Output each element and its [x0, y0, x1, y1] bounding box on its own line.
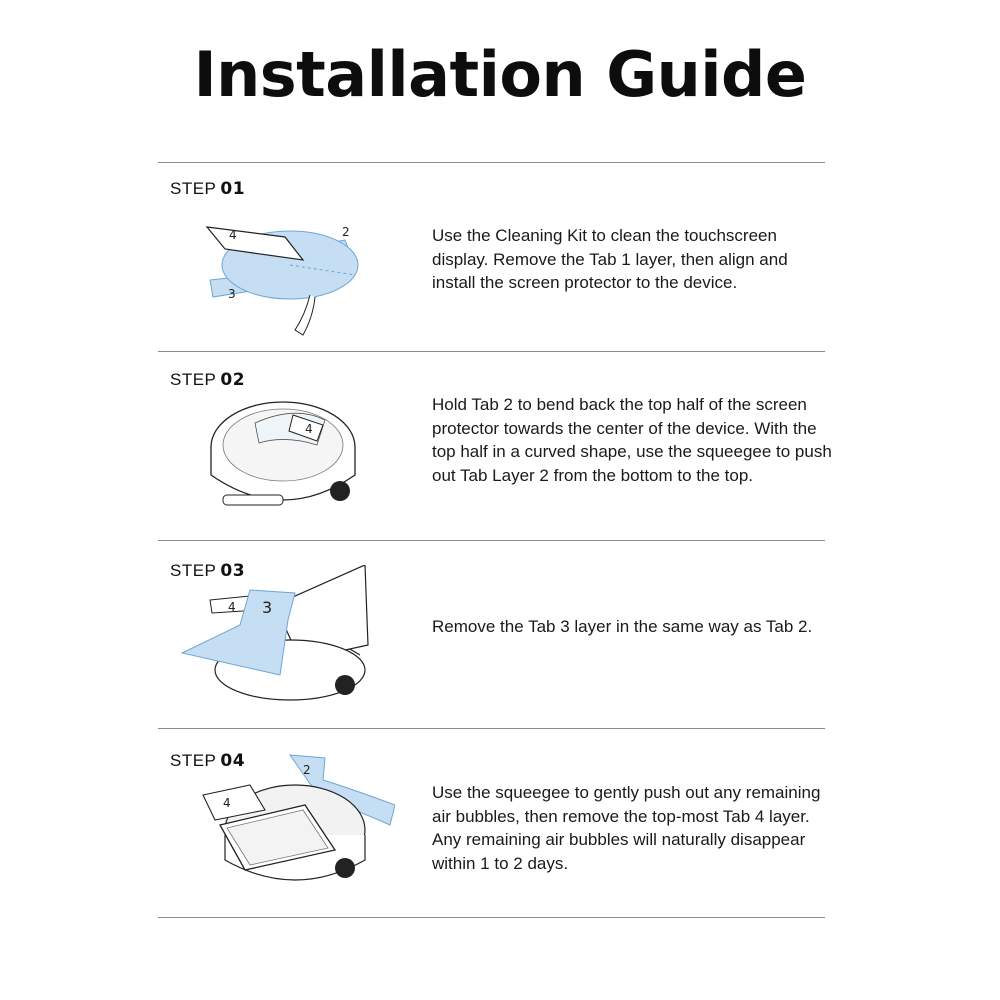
step-01-instructions: Use the Cleaning Kit to clean the touchscreen display. Remove the Tab 1 layer, then align and install the screen protector to the device.	[432, 226, 788, 292]
tab-label: 2	[303, 763, 311, 777]
step-01-illustration	[195, 205, 365, 345]
tab-label: 4	[228, 600, 236, 614]
divider	[158, 162, 825, 163]
step-label-text: STEP	[170, 370, 217, 389]
step-number: 03	[220, 561, 246, 581]
step-label-text: STEP	[170, 179, 217, 198]
step-04-instructions: Use the squeegee to gently push out any remaining air bubbles, then remove the top-most Tab 4 layer. Any remaining air bubbles will naturally disappear within 1 to 2 days.	[432, 783, 821, 873]
step-02-instructions: Hold Tab 2 to bend back the top half of the screen protector towards the center of the device. With the top half in a curved shape, use the squeegee to push out Tab Layer 2 from the bottom to the top.	[432, 395, 832, 485]
step-label-text: STEP	[170, 751, 217, 770]
tab-label: 4	[229, 228, 237, 242]
step-02-illustration	[205, 385, 365, 520]
tab-label: 4	[305, 422, 313, 436]
step-01-label	[170, 179, 245, 199]
divider	[158, 728, 825, 729]
tab-label: 4	[223, 796, 231, 810]
step-number: 02	[220, 370, 246, 390]
step-number: 01	[220, 179, 246, 199]
step-label-text: STEP	[170, 561, 217, 580]
tab-label: 3	[262, 598, 273, 617]
step-number: 04	[220, 751, 246, 771]
divider	[158, 351, 825, 352]
step-03-illustration	[180, 565, 370, 705]
divider	[158, 917, 825, 918]
tab-label: 2	[342, 225, 350, 239]
page-title: Installation Guide	[193, 38, 807, 111]
step-04-illustration	[195, 750, 395, 900]
divider	[158, 540, 825, 541]
step-03-instructions: Remove the Tab 3 layer in the same way as Tab 2.	[432, 617, 813, 636]
tab-label: 3	[228, 287, 236, 301]
